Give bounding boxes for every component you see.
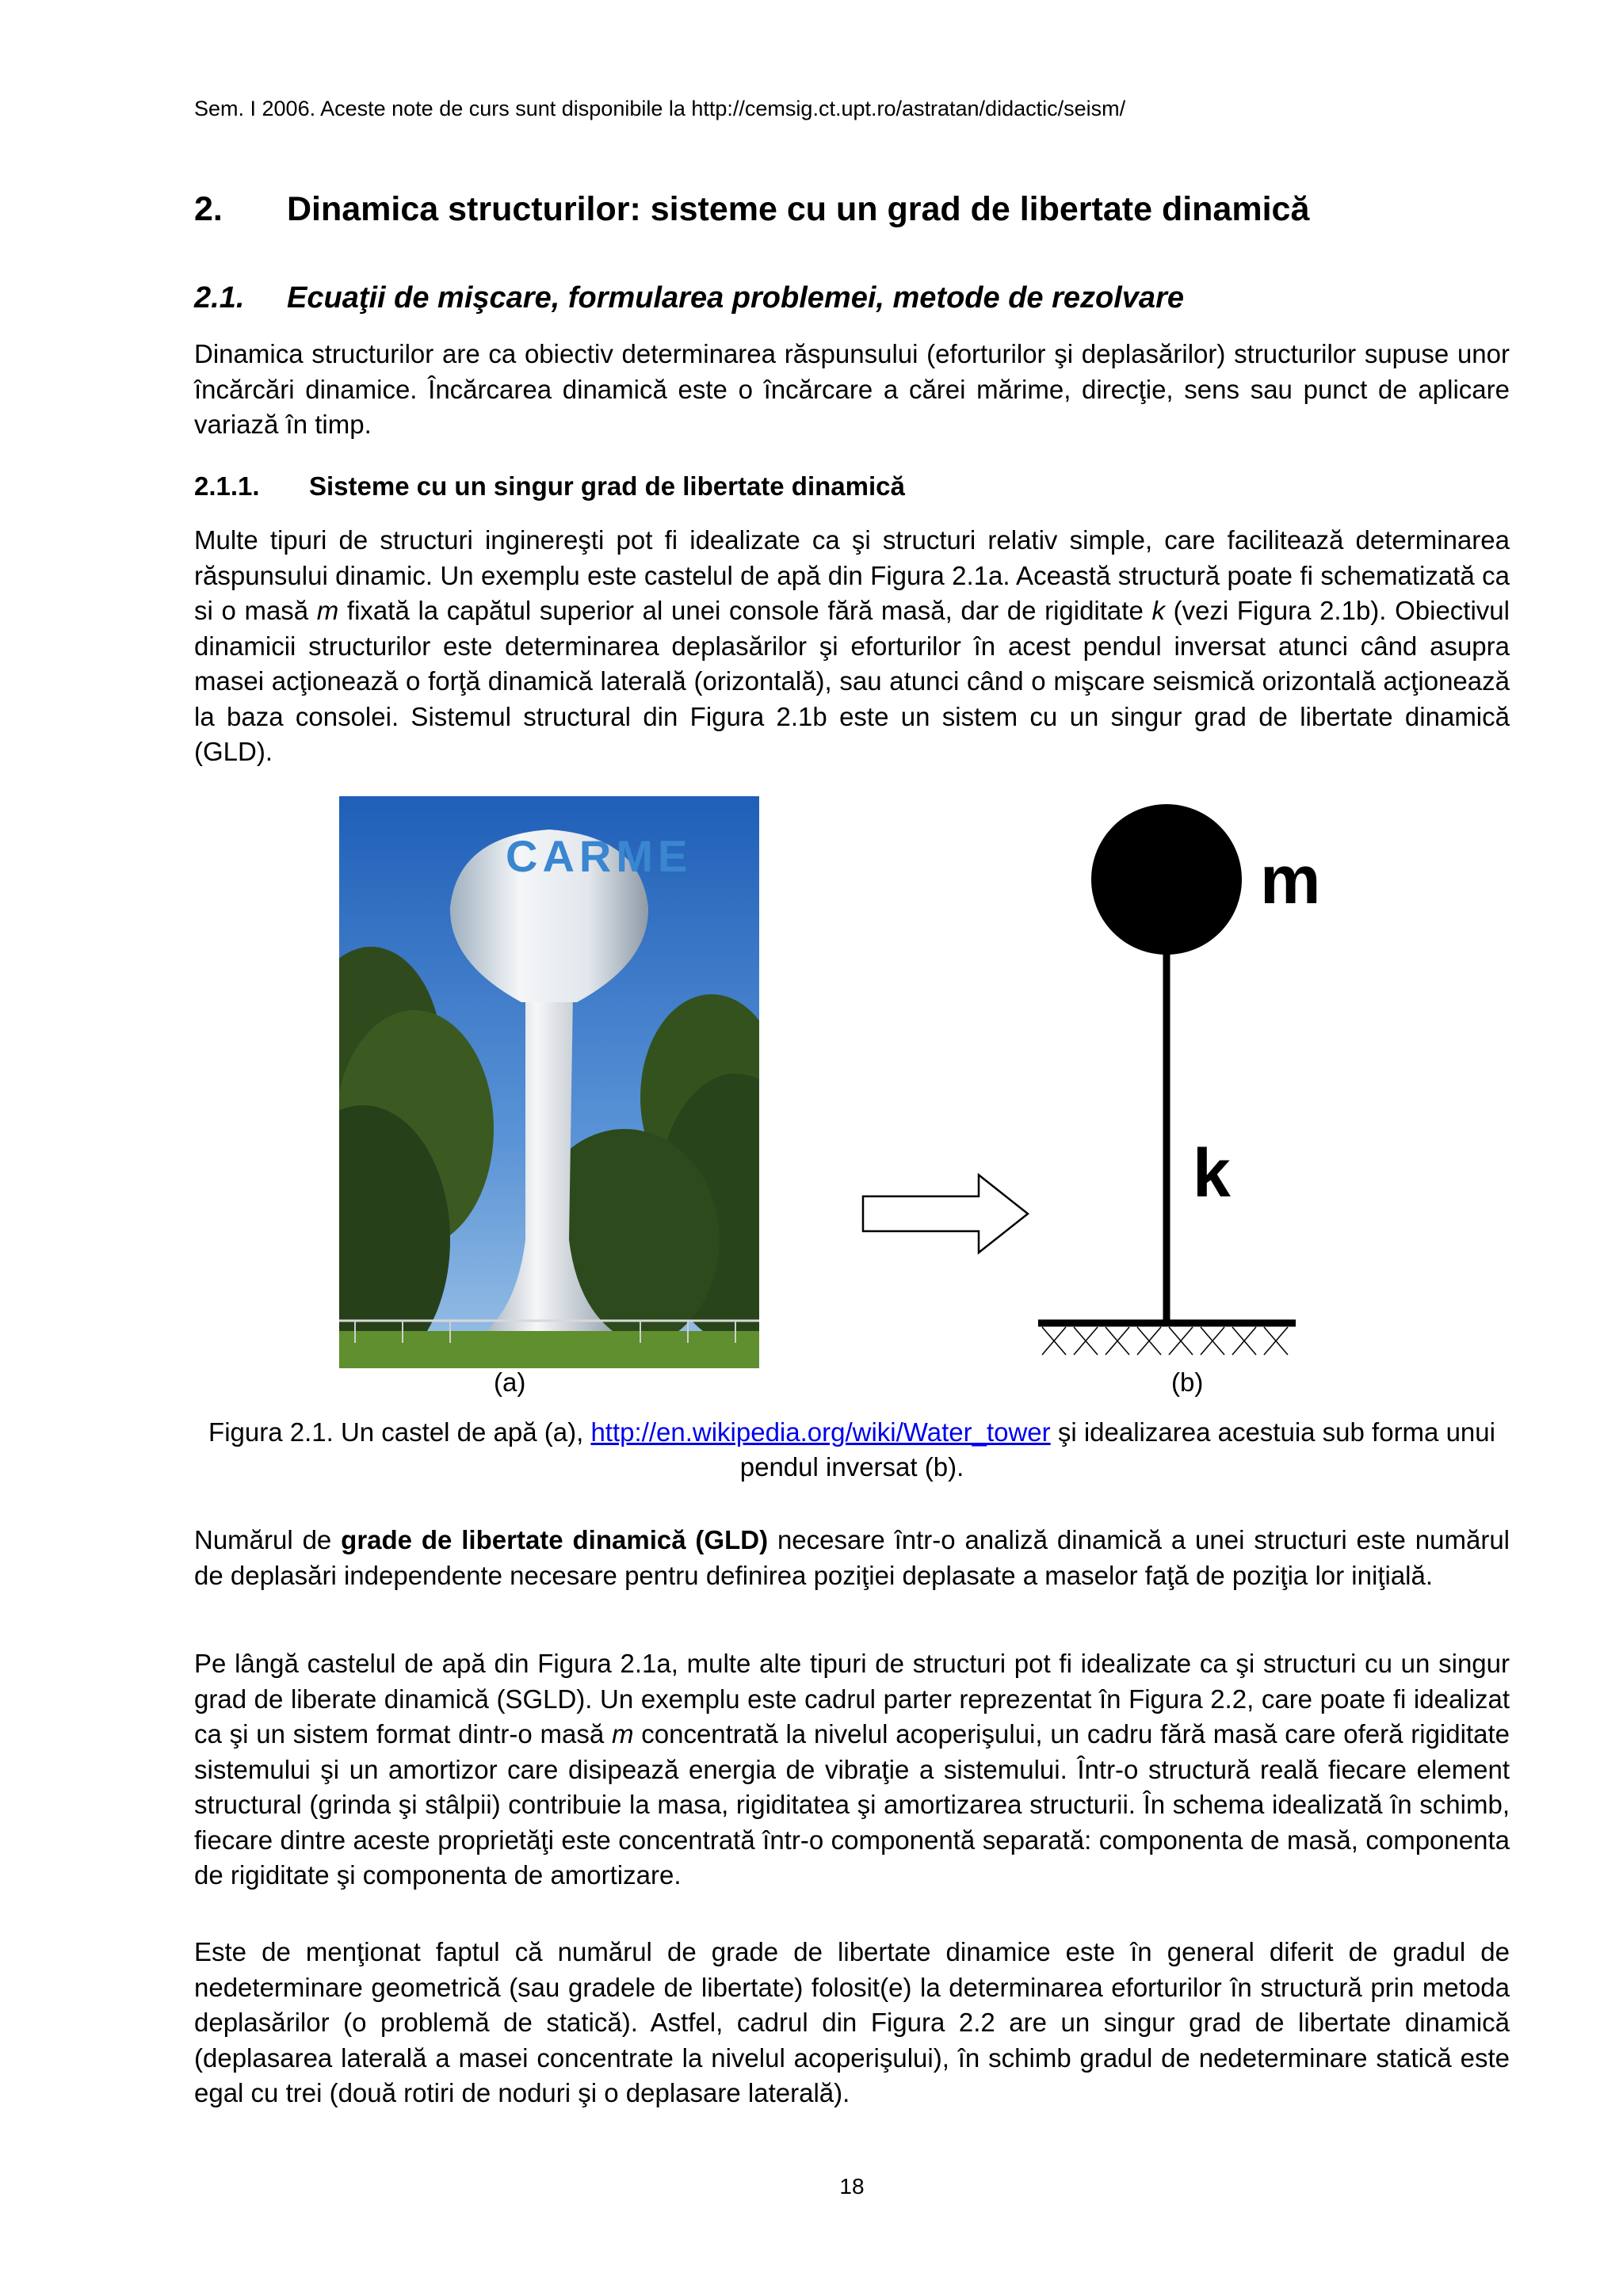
page-number: 18 — [839, 2174, 865, 2199]
figure-label-b: (b) — [1171, 1367, 1204, 1397]
transformation-arrow-icon — [861, 1173, 1032, 1256]
inverted-pendulum-diagram — [1034, 800, 1510, 1363]
section-title: Ecuaţii de mişcare, formularea problemei, metode de rezolvare — [287, 281, 1184, 315]
tank-lettering: CARME — [506, 831, 693, 881]
intro-paragraph: Dinamica structurilor are ca obiectiv determinarea răspunsului (eforturilor şi deplasărilor) structurilor supuse unor încărcări dinamice. Încărcarea dinamică este o încărcare a cărei mărime, direcţie, sens sau punct de aplicare variază în timp. — [194, 339, 1510, 439]
stiffness-label: k — [1193, 1135, 1231, 1211]
subsection-number: 2.1.1. — [194, 471, 260, 501]
paragraph-3: Pe lângă castelul de apă din Figura 2.1a, multe alte tipuri de structuri pot fi idealizate ca şi structuri cu un singur grad de liberate dinamică (SGLD). Un exemplu este cadrul parter reprezentat în Figura 2.2, care poate fi idealizat ca şi un sistem format dintr-o masă m concentrată la nivelul acoperişului, un cadru fără masă care oferă rigiditate sistemului şi un amortizor care disipează energia de vibraţie a sistemului. Într-o structură reală fiecare element structural (grinda şi stâlpii) contribuie la masa, rigiditatea şi amortizarea structurii. În schema idealizată în schimb, fiecare dintre aceste proprietăţi este concentrată într-o componentă separată: componenta de masă, componenta de rigiditate şi componenta de amortizare. — [194, 1649, 1510, 1890]
figure-label-a: (a) — [494, 1367, 526, 1397]
ground-hatching — [1042, 1327, 1288, 1355]
paragraph-2: Numărul de grade de libertate dinamică (GLD) necesare într-o analiză dinamică a unei structuri este numărul de deplasări independente necesare pentru definirea poziţiei deplasate a maselor faţă de poziţia lor iniţială. — [194, 1525, 1510, 1590]
subsection-title: Sisteme cu un singur grad de libertate dinamică — [309, 471, 905, 501]
section-heading — [194, 281, 1184, 315]
figure-caption: Figura 2.1. Un castel de apă (a), http://en.wikipedia.org/wiki/Water_tower şi idealizarea acestuia sub forma unui pendul inversat (b). — [208, 1417, 1495, 1482]
water-tower-photo — [339, 796, 759, 1368]
section-number: 2.1. — [194, 281, 245, 315]
chapter-number: 2. — [194, 190, 223, 228]
chapter-title: Dinamica structurilor: sisteme cu un grad de libertate dinamică — [287, 190, 1310, 228]
mass-circle — [1091, 804, 1242, 955]
wikipedia-link[interactable]: http://en.wikipedia.org/wiki/Water_tower — [590, 1417, 1051, 1447]
subsection-heading — [194, 471, 905, 502]
page-header: Sem. I 2006. Aceste note de curs sunt disponibile la http://cemsig.ct.upt.ro/astratan/didactic/seism/ — [194, 97, 1126, 120]
chapter-heading — [194, 190, 1309, 229]
mass-label: m — [1260, 842, 1321, 918]
paragraph-1: Multe tipuri de structuri inginereşti pot fi idealizate ca şi structuri relativ simple, care facilitează determinarea răspunsului dinamic. Un exemplu este castelul de apă din Figura 2.1a. Această structură poate fi schematizată ca si o masă m fixată la capătul superior al unei console fără masă, dar de rigiditate k (vezi Figura 2.1b). Obiectivul dinamicii structurilor este determinarea deplasărilor şi eforturilor în acest pendul inversat atunci când asupra masei acţionează o forţă dinamică laterală (orizontală), sau atunci când o mişcare seismică orizontală acţionează la baza consolei. Sistemul structural din Figura 2.1b este un sistem cu un singur grad de libertate dinamică (GLD). — [194, 525, 1510, 766]
paragraph-4: Este de menţionat faptul că numărul de grade de libertate dinamice este în general diferit de gradul de nedeterminare geometrică (sau gradele de libertate) folosit(e) la determinarea eforturilor în structură prin metoda deplasărilor (o problemă de statică). Astfel, cadrul din Figura 2.2 are un singur grad de libertate dinamică (deplasarea laterală a masei concentrate la nivelul acoperişului), în schimb gradul de nedeterminare statică este egal cu trei (două rotiri de noduri şi o deplasare laterală). — [194, 1937, 1510, 2107]
